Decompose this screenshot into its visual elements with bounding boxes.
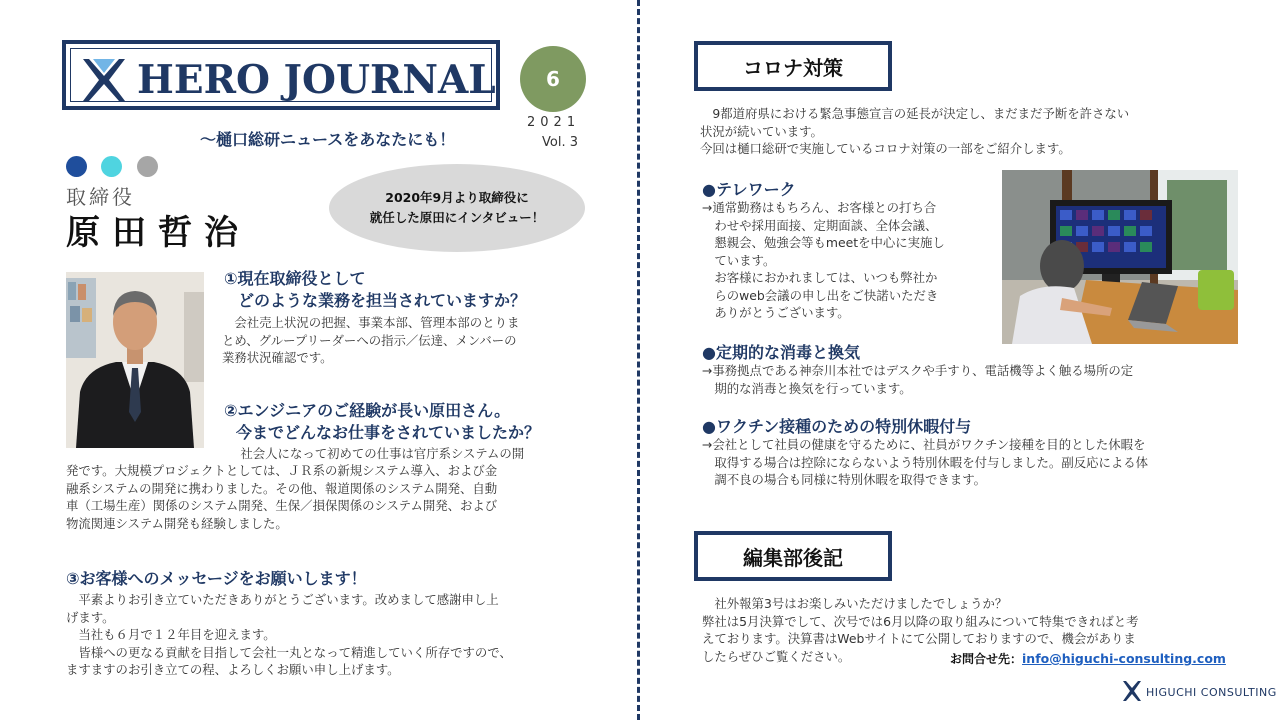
corona-section-title: コロナ対策 [743,55,843,80]
vaccine-title: ●ワクチン接種のための特別休暇付与 [702,417,972,436]
decor-dot-navy [66,156,87,177]
speech-bubble [329,164,585,252]
editorial-section-title: 編集部後記 [743,545,843,570]
corona-intro: 9都道府県における緊急事態宣言の延長が決定し、まだまだ予断を許さない 状況が続いています。 今回は樋口総研で実施しているコロナ対策の一部をご紹介します。 [700,106,1130,156]
interviewee-role: 取締役 [66,185,135,209]
q1-answer: 会社売上状況の把握、事業本部、管理本部のとりま とめ、グループリーダーへの指示／伝達、メンバーの 業務状況確認です。 [222,315,520,365]
issue-year: 2021 [527,115,581,130]
masthead-box [62,40,500,110]
hero-logo-icon [79,55,129,105]
higuchi-logo-icon [1122,680,1142,702]
vaccine-body: →会社として社員の健康を守るために、社員がワクチン接種を目的とした休暇を 取得する場合は控除にならないよう特別休暇を付与しました。副反応による体 調不良の場合も同様に特別休暇を取得できます。 [702,437,1149,487]
q3-title: ③お客様へのメッセージをお願いします！ [66,569,367,588]
bubble-line-2: 就任した原田にインタビュー！ [369,210,545,225]
telework-body: →通常勤務はもちろん、お客様との打ち合 わせや採用面接、定期面談、全体会議、 懇親会、勉強会等もmeetを中心に実施し ています。 お客様におかれましては、いつも弊社か らのweb会議の申し出をご快諾いただき ありがとうございます。 [702,200,945,320]
editorial-section-box [694,531,892,581]
corona-section-box [694,41,892,91]
disinfect-title: ●定期的な消毒と換気 [702,343,860,362]
issue-number-badge: 6 [520,46,586,112]
telework-title: ●テレワーク [702,180,796,199]
issue-volume: Vol. 3 [542,135,578,150]
portrait-illustration-icon [66,272,204,448]
contact-email-link[interactable]: info@higuchi-consulting.com [1022,651,1226,666]
telework-illustration-icon [1002,170,1238,344]
q2-answer-first-line: 社会人になって初めての仕事は官庁系システムの開 [228,446,525,461]
interviewee-name: 原田哲治 [66,213,250,253]
tagline: ～樋口総研ニュースをあなたにも！ [200,130,456,149]
contact-label: お問合せ先： [950,652,1023,666]
telework-photo [1002,170,1238,344]
q2-title-line-2: 今までどんなお仕事をされていましたか？ [236,423,541,442]
q2-answer-rest: 発です。大規模プロジェクトとしては、ＪＲ系の新規システム導入、および金 融系システムの開発に携わりました。その他、報道関係のシステム開発、自動 車（工場生産）関係のシステム開発、生保／損保関係のシステム開発、および 物流関連システム開発も経験しました。 [66,463,498,531]
bubble-line-1: 2020年9月より取締役に [385,190,529,205]
q3-answer: 平素よりお引き立ていただきありがとうございます。改めまして感謝申し上 げます。 当社も６月で１２年目を迎えます。 皆様への更なる貢献を目指して会社一丸となって精進していく所存ですので、 ますますのお引き立ての程、よろしくお願い申し上げます。 [66,592,512,677]
decor-dot-cyan [101,156,122,177]
decor-dot-gray [137,156,158,177]
footer-brand: HIGUCHI CONSULTING [1146,686,1277,699]
masthead-title: HERO JOURNAL [137,57,496,103]
q1-title-line-1: ①現在取締役として [224,269,366,288]
q1-title-line-2: どのような業務を担当されていますか？ [238,291,527,310]
contact-line [950,648,1226,667]
disinfect-body: →事務拠点である神奈川本社ではデスクや手すり、電話機等よく触る場所の定 期的な消毒と換気を行っています。 [702,363,1134,396]
column-divider [637,0,640,720]
editorial-body: 社外報第3号はお楽しみいただけましたでしょうか？ 弊社は5月決算でして、次号では6月以降の取り組みについて特集できればと考 えております。決算書はWebサイトにて公開しておりますので、機会がありま したらぜひご覧ください。 [702,596,1139,664]
q2-title-line-1: ②エンジニアのご経験が長い原田さん。 [224,401,511,420]
portrait-photo [66,272,204,448]
